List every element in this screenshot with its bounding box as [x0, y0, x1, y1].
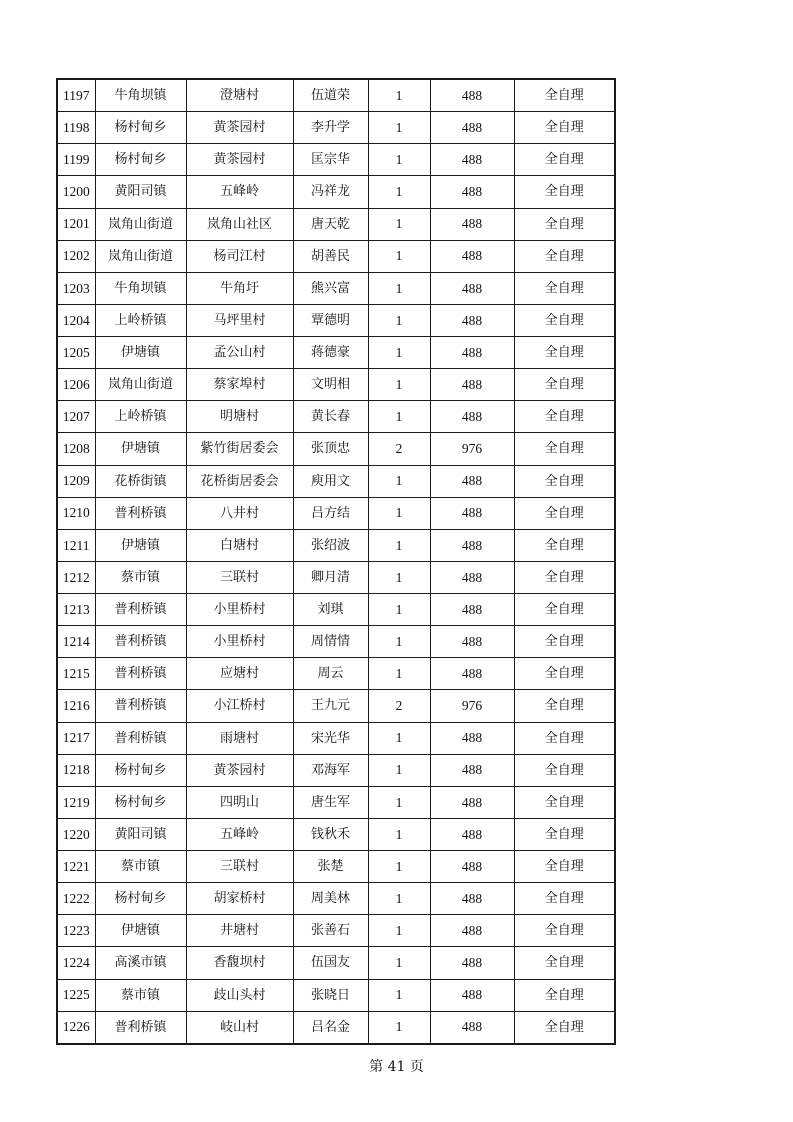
town-cell: 普利桥镇 [95, 1011, 186, 1044]
table-row [57, 1011, 615, 1044]
village-cell: 杨司江村 [186, 240, 293, 272]
count-cell: 1 [368, 497, 430, 529]
table-row [57, 979, 615, 1011]
count-cell: 1 [368, 851, 430, 883]
town-cell: 杨村甸乡 [95, 112, 186, 144]
amount-cell: 488 [430, 465, 514, 497]
person-name-cell: 宋光华 [293, 722, 368, 754]
count-cell: 1 [368, 658, 430, 690]
village-cell: 黄茶园村 [186, 144, 293, 176]
village-cell: 香馥坝村 [186, 947, 293, 979]
care-type-cell: 全自理 [514, 754, 615, 786]
person-name-cell: 伍国友 [293, 947, 368, 979]
serial-number-cell: 1212 [57, 561, 95, 593]
amount-cell: 488 [430, 79, 514, 112]
care-type-cell: 全自理 [514, 208, 615, 240]
table-row [57, 722, 615, 754]
village-cell: 四明山 [186, 786, 293, 818]
table-row [57, 497, 615, 529]
amount-cell: 488 [430, 947, 514, 979]
table-row [57, 883, 615, 915]
person-name-cell: 伍道荣 [293, 79, 368, 112]
count-cell: 1 [368, 337, 430, 369]
amount-cell: 488 [430, 529, 514, 561]
serial-number-cell: 1200 [57, 176, 95, 208]
count-cell: 1 [368, 240, 430, 272]
serial-number-cell: 1225 [57, 979, 95, 1011]
table-row [57, 240, 615, 272]
count-cell: 1 [368, 626, 430, 658]
care-type-cell: 全自理 [514, 658, 615, 690]
town-cell: 花桥街镇 [95, 465, 186, 497]
table-row [57, 272, 615, 304]
person-name-cell: 熊兴富 [293, 272, 368, 304]
count-cell: 1 [368, 979, 430, 1011]
serial-number-cell: 1214 [57, 626, 95, 658]
amount-cell: 488 [430, 722, 514, 754]
town-cell: 黄阳司镇 [95, 818, 186, 850]
serial-number-cell: 1220 [57, 818, 95, 850]
village-cell: 澄塘村 [186, 79, 293, 112]
person-name-cell: 庾用文 [293, 465, 368, 497]
table-row [57, 851, 615, 883]
village-cell: 三联村 [186, 851, 293, 883]
record-table [56, 78, 616, 1045]
person-name-cell: 张绍波 [293, 529, 368, 561]
count-cell: 1 [368, 79, 430, 112]
count-cell: 1 [368, 818, 430, 850]
town-cell: 蔡市镇 [95, 561, 186, 593]
table-body [57, 79, 615, 1044]
person-name-cell: 文明相 [293, 369, 368, 401]
serial-number-cell: 1204 [57, 304, 95, 336]
count-cell: 1 [368, 112, 430, 144]
care-type-cell: 全自理 [514, 915, 615, 947]
person-name-cell: 张晓日 [293, 979, 368, 1011]
serial-number-cell: 1215 [57, 658, 95, 690]
count-cell: 1 [368, 176, 430, 208]
village-cell: 岚角山社区 [186, 208, 293, 240]
village-cell: 紫竹街居委会 [186, 433, 293, 465]
care-type-cell: 全自理 [514, 626, 615, 658]
village-cell: 小里桥村 [186, 594, 293, 626]
amount-cell: 488 [430, 1011, 514, 1044]
table-row [57, 561, 615, 593]
amount-cell: 488 [430, 144, 514, 176]
amount-cell: 488 [430, 786, 514, 818]
town-cell: 普利桥镇 [95, 658, 186, 690]
person-name-cell: 刘琪 [293, 594, 368, 626]
page-number: 第 41 页 [369, 1059, 424, 1075]
count-cell: 2 [368, 433, 430, 465]
town-cell: 普利桥镇 [95, 594, 186, 626]
count-cell: 1 [368, 561, 430, 593]
person-name-cell: 黄长春 [293, 401, 368, 433]
town-cell: 杨村甸乡 [95, 786, 186, 818]
town-cell: 岚角山街道 [95, 369, 186, 401]
person-name-cell: 蒋德豪 [293, 337, 368, 369]
count-cell: 1 [368, 272, 430, 304]
care-type-cell: 全自理 [514, 272, 615, 304]
table-row [57, 626, 615, 658]
care-type-cell: 全自理 [514, 369, 615, 401]
care-type-cell: 全自理 [514, 883, 615, 915]
amount-cell: 976 [430, 433, 514, 465]
amount-cell: 488 [430, 112, 514, 144]
count-cell: 1 [368, 465, 430, 497]
count-cell: 1 [368, 401, 430, 433]
town-cell: 上岭桥镇 [95, 401, 186, 433]
town-cell: 岚角山街道 [95, 240, 186, 272]
village-cell: 胡家桥村 [186, 883, 293, 915]
amount-cell: 488 [430, 851, 514, 883]
serial-number-cell: 1226 [57, 1011, 95, 1044]
table-row [57, 915, 615, 947]
amount-cell: 488 [430, 915, 514, 947]
amount-cell: 488 [430, 594, 514, 626]
serial-number-cell: 1209 [57, 465, 95, 497]
town-cell: 杨村甸乡 [95, 883, 186, 915]
amount-cell: 488 [430, 979, 514, 1011]
care-type-cell: 全自理 [514, 722, 615, 754]
amount-cell: 488 [430, 754, 514, 786]
amount-cell: 488 [430, 272, 514, 304]
table-row [57, 79, 615, 112]
care-type-cell: 全自理 [514, 561, 615, 593]
count-cell: 1 [368, 915, 430, 947]
amount-cell: 488 [430, 626, 514, 658]
amount-cell: 488 [430, 561, 514, 593]
amount-cell: 488 [430, 337, 514, 369]
care-type-cell: 全自理 [514, 465, 615, 497]
care-type-cell: 全自理 [514, 1011, 615, 1044]
amount-cell: 488 [430, 176, 514, 208]
person-name-cell: 胡善民 [293, 240, 368, 272]
serial-number-cell: 1218 [57, 754, 95, 786]
amount-cell: 488 [430, 883, 514, 915]
town-cell: 普利桥镇 [95, 690, 186, 722]
serial-number-cell: 1213 [57, 594, 95, 626]
person-name-cell: 覃德明 [293, 304, 368, 336]
serial-number-cell: 1202 [57, 240, 95, 272]
serial-number-cell: 1222 [57, 883, 95, 915]
town-cell: 伊塘镇 [95, 337, 186, 369]
village-cell: 孟公山村 [186, 337, 293, 369]
person-name-cell: 唐天乾 [293, 208, 368, 240]
town-cell: 普利桥镇 [95, 722, 186, 754]
village-cell: 歧山头村 [186, 979, 293, 1011]
table-row [57, 401, 615, 433]
care-type-cell: 全自理 [514, 818, 615, 850]
village-cell: 黄茶园村 [186, 754, 293, 786]
village-cell: 小里桥村 [186, 626, 293, 658]
village-cell: 三联村 [186, 561, 293, 593]
village-cell: 五峰岭 [186, 818, 293, 850]
serial-number-cell: 1199 [57, 144, 95, 176]
care-type-cell: 全自理 [514, 690, 615, 722]
care-type-cell: 全自理 [514, 337, 615, 369]
care-type-cell: 全自理 [514, 786, 615, 818]
table-row [57, 465, 615, 497]
amount-cell: 488 [430, 304, 514, 336]
village-cell: 明塘村 [186, 401, 293, 433]
count-cell: 1 [368, 208, 430, 240]
table-row [57, 208, 615, 240]
care-type-cell: 全自理 [514, 304, 615, 336]
village-cell: 井塘村 [186, 915, 293, 947]
village-cell: 黄茶园村 [186, 112, 293, 144]
amount-cell: 488 [430, 240, 514, 272]
person-name-cell: 周云 [293, 658, 368, 690]
table-row [57, 144, 615, 176]
count-cell: 1 [368, 947, 430, 979]
care-type-cell: 全自理 [514, 176, 615, 208]
table-row [57, 658, 615, 690]
count-cell: 1 [368, 369, 430, 401]
person-name-cell: 冯祥龙 [293, 176, 368, 208]
table-row [57, 818, 615, 850]
person-name-cell: 匡宗华 [293, 144, 368, 176]
village-cell: 应塘村 [186, 658, 293, 690]
person-name-cell: 唐生军 [293, 786, 368, 818]
town-cell: 普利桥镇 [95, 626, 186, 658]
person-name-cell: 吕方结 [293, 497, 368, 529]
serial-number-cell: 1201 [57, 208, 95, 240]
count-cell: 1 [368, 1011, 430, 1044]
care-type-cell: 全自理 [514, 497, 615, 529]
town-cell: 杨村甸乡 [95, 754, 186, 786]
serial-number-cell: 1211 [57, 529, 95, 561]
town-cell: 上岭桥镇 [95, 304, 186, 336]
person-name-cell: 李升学 [293, 112, 368, 144]
serial-number-cell: 1224 [57, 947, 95, 979]
town-cell: 杨村甸乡 [95, 144, 186, 176]
town-cell: 伊塘镇 [95, 915, 186, 947]
count-cell: 1 [368, 754, 430, 786]
village-cell: 五峰岭 [186, 176, 293, 208]
count-cell: 1 [368, 786, 430, 818]
person-name-cell: 周美林 [293, 883, 368, 915]
amount-cell: 488 [430, 818, 514, 850]
count-cell: 1 [368, 883, 430, 915]
serial-number-cell: 1203 [57, 272, 95, 304]
village-cell: 白塘村 [186, 529, 293, 561]
care-type-cell: 全自理 [514, 979, 615, 1011]
serial-number-cell: 1223 [57, 915, 95, 947]
serial-number-cell: 1206 [57, 369, 95, 401]
care-type-cell: 全自理 [514, 401, 615, 433]
serial-number-cell: 1197 [57, 79, 95, 112]
table-row [57, 690, 615, 722]
count-cell: 1 [368, 594, 430, 626]
village-cell: 小江桥村 [186, 690, 293, 722]
serial-number-cell: 1216 [57, 690, 95, 722]
town-cell: 普利桥镇 [95, 497, 186, 529]
table-row [57, 947, 615, 979]
village-cell: 花桥街居委会 [186, 465, 293, 497]
table-row [57, 754, 615, 786]
town-cell: 牛角坝镇 [95, 79, 186, 112]
person-name-cell: 邓海军 [293, 754, 368, 786]
count-cell: 1 [368, 722, 430, 754]
serial-number-cell: 1217 [57, 722, 95, 754]
amount-cell: 488 [430, 658, 514, 690]
care-type-cell: 全自理 [514, 112, 615, 144]
care-type-cell: 全自理 [514, 529, 615, 561]
care-type-cell: 全自理 [514, 851, 615, 883]
town-cell: 伊塘镇 [95, 529, 186, 561]
amount-cell: 488 [430, 497, 514, 529]
table-row [57, 786, 615, 818]
table-row [57, 304, 615, 336]
village-cell: 雨塘村 [186, 722, 293, 754]
care-type-cell: 全自理 [514, 79, 615, 112]
town-cell: 高溪市镇 [95, 947, 186, 979]
serial-number-cell: 1198 [57, 112, 95, 144]
table-row [57, 594, 615, 626]
amount-cell: 488 [430, 208, 514, 240]
person-name-cell: 吕名金 [293, 1011, 368, 1044]
town-cell: 黄阳司镇 [95, 176, 186, 208]
town-cell: 蔡市镇 [95, 979, 186, 1011]
table-row [57, 433, 615, 465]
care-type-cell: 全自理 [514, 144, 615, 176]
count-cell: 1 [368, 529, 430, 561]
serial-number-cell: 1208 [57, 433, 95, 465]
person-name-cell: 张楚 [293, 851, 368, 883]
serial-number-cell: 1219 [57, 786, 95, 818]
serial-number-cell: 1221 [57, 851, 95, 883]
amount-cell: 488 [430, 369, 514, 401]
table-row [57, 112, 615, 144]
count-cell: 1 [368, 144, 430, 176]
village-cell: 岐山村 [186, 1011, 293, 1044]
person-name-cell: 张善石 [293, 915, 368, 947]
village-cell: 牛角圩 [186, 272, 293, 304]
care-type-cell: 全自理 [514, 594, 615, 626]
town-cell: 岚角山街道 [95, 208, 186, 240]
village-cell: 八井村 [186, 497, 293, 529]
person-name-cell: 周情情 [293, 626, 368, 658]
serial-number-cell: 1210 [57, 497, 95, 529]
care-type-cell: 全自理 [514, 240, 615, 272]
table-row [57, 337, 615, 369]
care-type-cell: 全自理 [514, 433, 615, 465]
person-name-cell: 卿月清 [293, 561, 368, 593]
village-cell: 马坪里村 [186, 304, 293, 336]
count-cell: 2 [368, 690, 430, 722]
person-name-cell: 王九元 [293, 690, 368, 722]
count-cell: 1 [368, 304, 430, 336]
town-cell: 蔡市镇 [95, 851, 186, 883]
table-row [57, 529, 615, 561]
person-name-cell: 钱秋禾 [293, 818, 368, 850]
serial-number-cell: 1207 [57, 401, 95, 433]
town-cell: 伊塘镇 [95, 433, 186, 465]
serial-number-cell: 1205 [57, 337, 95, 369]
table-row [57, 369, 615, 401]
amount-cell: 976 [430, 690, 514, 722]
table-row [57, 176, 615, 208]
town-cell: 牛角坝镇 [95, 272, 186, 304]
care-type-cell: 全自理 [514, 947, 615, 979]
village-cell: 蔡家埠村 [186, 369, 293, 401]
amount-cell: 488 [430, 401, 514, 433]
person-name-cell: 张顶忠 [293, 433, 368, 465]
